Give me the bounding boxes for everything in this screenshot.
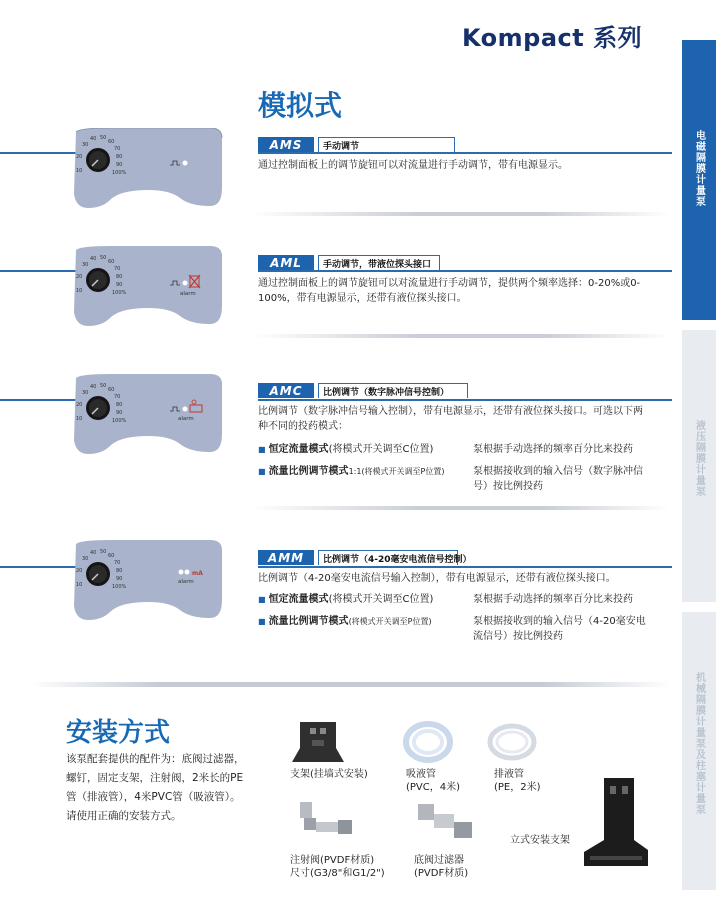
svg-text:60: 60 (108, 139, 115, 145)
model-description-aml: 通过控制面板上的调节旋钮可以对流量进行手动调节，提供两个频率选择：0-20%或0-100%，带有电源显示，还带有液位探头接口。 (258, 278, 641, 304)
foot-valve-filter-icon (414, 798, 478, 850)
discharge-tube-icon (484, 716, 540, 766)
model-description-amm: 比例调节（4-20毫安电流信号输入控制），带有电源显示，还带有液位探头接口。 (258, 573, 616, 584)
svg-text:10: 10 (76, 288, 83, 294)
svg-text:60: 60 (108, 387, 115, 393)
mode-item (258, 592, 433, 607)
injection-valve-icon (294, 798, 358, 850)
section-heading-analog: 模拟式 (258, 89, 343, 122)
svg-text:100%: 100% (112, 290, 127, 296)
svg-text:40: 40 (90, 384, 97, 390)
alarm-text: alarm (178, 416, 194, 422)
svg-text:50: 50 (100, 549, 107, 555)
mode-note: 1:1(将模式开关调至P位置) (348, 467, 445, 476)
svg-text:50: 50 (100, 135, 107, 141)
section-separator (30, 682, 670, 687)
svg-text:30: 30 (82, 390, 89, 396)
model-badge-ams: AMS (258, 137, 314, 152)
model-label-amm: 比例调节（4-20毫安电流信号控制） (318, 550, 458, 565)
svg-text:80: 80 (116, 568, 123, 574)
installation-description: 该泵配套提供的配件为：底阀过滤器，螺钉，固定支架，注射阀，2米长的PE管（排液管），4米PVC管（吸液管）。 (66, 753, 245, 803)
accessory-label: 底阀过滤器 (PVDF材质) (414, 855, 469, 879)
model-description-amc: 比例调节（数字脉冲信号输入控制），带有电源显示，还带有液位探头接口。可选以下两种不同的投药模式： (258, 406, 643, 432)
svg-text:30: 30 (82, 556, 89, 562)
model-label-ams: 手动调节 (318, 137, 455, 152)
svg-text:100%: 100% (112, 584, 127, 590)
svg-text:90: 90 (116, 576, 123, 582)
mode-item (258, 614, 432, 629)
control-panel-ams (70, 128, 224, 210)
svg-text:60: 60 (108, 259, 115, 265)
side-tab-mechanical[interactable] (682, 612, 716, 890)
divider-line (258, 399, 672, 401)
installation-note: 请使用正确的安装方式。 (66, 810, 182, 822)
mode-name: 流量比例调节模式 (268, 466, 349, 477)
accessory-label: 吸液管 (PVC，4米) (406, 769, 461, 793)
svg-text:20: 20 (76, 568, 83, 574)
svg-text:80: 80 (116, 402, 123, 408)
svg-text:80: 80 (116, 274, 123, 280)
side-tab-label: 电磁隔膜计量泵 (693, 130, 705, 207)
model-label-amc: 比例调节（数字脉冲信号控制） (318, 383, 468, 398)
svg-text:20: 20 (76, 154, 83, 160)
row-shadow (250, 212, 670, 216)
square-bullet-icon: ■ (258, 445, 266, 454)
svg-text:90: 90 (116, 282, 123, 288)
svg-text:10: 10 (76, 416, 83, 422)
model-badge-aml: AML (258, 255, 314, 270)
svg-text:40: 40 (90, 550, 97, 556)
mode-note: (将模式开关调至C位置) (328, 444, 434, 455)
mode-description: 泵根据接收到的输入信号（数字脉冲信号）按比例投药 (473, 466, 643, 492)
svg-text:70: 70 (114, 560, 121, 566)
row-shadow (250, 506, 670, 510)
mode-description: 泵根据手动选择的频率百分比来投药 (473, 444, 633, 455)
divider-line (258, 270, 672, 272)
control-panel-amm (70, 540, 224, 622)
svg-text:10: 10 (76, 582, 83, 588)
alarm-text: alarm (178, 579, 194, 585)
control-panel-amc (70, 374, 224, 456)
svg-text:50: 50 (100, 383, 107, 389)
wall-bracket-icon (290, 718, 346, 764)
mode-name: 恒定流量模式 (268, 444, 329, 455)
square-bullet-icon: ■ (258, 617, 266, 626)
svg-text:30: 30 (82, 142, 89, 148)
svg-text:70: 70 (114, 266, 121, 272)
divider-line (258, 566, 672, 568)
svg-text:70: 70 (114, 146, 121, 152)
model-badge-amc: AMC (258, 383, 314, 398)
alarm-text: alarm (180, 291, 196, 297)
dial-tick: 10 (76, 168, 83, 174)
installation-text (66, 750, 252, 826)
mode-item (258, 442, 433, 457)
side-tab-solenoid[interactable] (682, 40, 716, 320)
side-tab-label: 液压隔膜计量泵 (693, 420, 705, 497)
accessory-label: 立式安装支架 (510, 835, 570, 846)
installation-title: 安装方式 (66, 718, 171, 748)
side-tab-hydraulic[interactable] (682, 330, 716, 602)
side-tab-label: 机械隔膜计量泵及柱塞计量泵 (693, 672, 705, 815)
mode-note: (将模式开关调至P位置) (348, 617, 432, 626)
svg-text:100%: 100% (112, 418, 127, 424)
divider-line (258, 152, 672, 154)
series-title: Kompact 系列 (462, 24, 643, 52)
svg-text:30: 30 (82, 262, 89, 268)
accessory-label: 排液管 (PE，2米) (494, 769, 541, 793)
svg-text:60: 60 (108, 553, 115, 559)
model-label-aml: 手动调节，带液位探头接口 (318, 255, 440, 270)
mode-name: 恒定流量模式 (268, 594, 329, 605)
row-shadow (250, 334, 670, 338)
svg-text:90: 90 (116, 410, 123, 416)
mode-description: 泵根据接收到的输入信号（4-20毫安电流信号）按比例投药 (473, 616, 646, 642)
mode-description: 泵根据手动选择的频率百分比来投药 (473, 594, 633, 605)
svg-text:80: 80 (116, 154, 123, 160)
model-description-ams: 通过控制面板上的调节旋钮可以对流量进行手动调节，带有电源显示。 (258, 160, 568, 171)
square-bullet-icon: ■ (258, 467, 266, 476)
accessory-label: 注射阀(PVDF材质) 尺寸(G3/8"和G1/2") (290, 855, 385, 879)
svg-text:50: 50 (100, 255, 107, 261)
floor-stand-icon (580, 776, 652, 872)
mode-name: 流量比例调节模式 (268, 616, 349, 627)
svg-text:100%: 100% (112, 170, 127, 176)
svg-text:20: 20 (76, 402, 83, 408)
model-badge-amm: AMM (258, 550, 314, 565)
svg-text:90: 90 (116, 162, 123, 168)
svg-text:20: 20 (76, 274, 83, 280)
accessory-label: 支架(挂墙式安装) (290, 769, 368, 780)
mode-note: (将模式开关调至C位置) (328, 594, 434, 605)
mode-item (258, 464, 445, 479)
ma-text: mA (192, 570, 203, 577)
square-bullet-icon: ■ (258, 595, 266, 604)
suction-tube-icon (400, 716, 456, 766)
svg-text:70: 70 (114, 394, 121, 400)
svg-text:40: 40 (90, 136, 97, 142)
svg-text:40: 40 (90, 256, 97, 262)
control-panel-aml (70, 246, 224, 328)
